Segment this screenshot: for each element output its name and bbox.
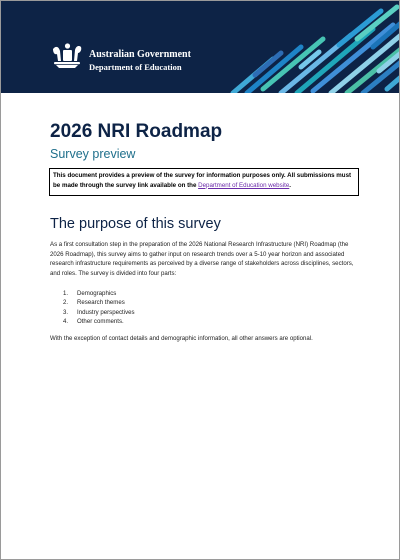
list-item [63,289,135,298]
closing-paragraph: With the exception of contact details and demographic information, all other answers are optional. [50,335,313,342]
list-item [63,298,135,307]
list-item-label: Industry perspectives [77,308,135,316]
list-item-label: Demographics [77,290,117,297]
list-number: 4. [63,317,69,325]
list-number: 3. [63,308,69,316]
list-number: 1. [63,290,69,297]
notice-suffix: . [289,181,291,189]
government-name: Australian Government [89,49,191,60]
coat-of-arms-icon [50,41,84,69]
intro-paragraph: As a first consultation step in the preparation of the 2026 National Research Infrastructure (NRI) Roadmap (the 2026 Roadmap), this survey aims to gather input on research trends over a 5-10 year horizon and associated research infrastructure requirements as perceived by a diverse range of stakeholders across disciplines, sectors, and roles. The survey is divided into four parts: [50,241,354,277]
notice-text: This document provides a preview of the survey for information purposes only. All submissions must be made through the survey link available on the [53,172,352,189]
page-subtitle: Survey preview [50,147,136,161]
department-website-link[interactable]: Department of Education website [198,181,290,189]
survey-parts-list [63,289,135,326]
list-item [63,308,135,317]
page-title: 2026 NRI Roadmap [50,121,223,142]
header-banner [1,1,399,93]
list-item [63,317,135,326]
section-heading: The purpose of this survey [50,216,221,232]
list-number: 2. [63,299,69,307]
list-item-label: Research themes [77,299,125,307]
department-name: Department of Education [89,62,182,72]
notice-box [49,168,359,196]
list-item-label: Other comments. [77,317,124,325]
